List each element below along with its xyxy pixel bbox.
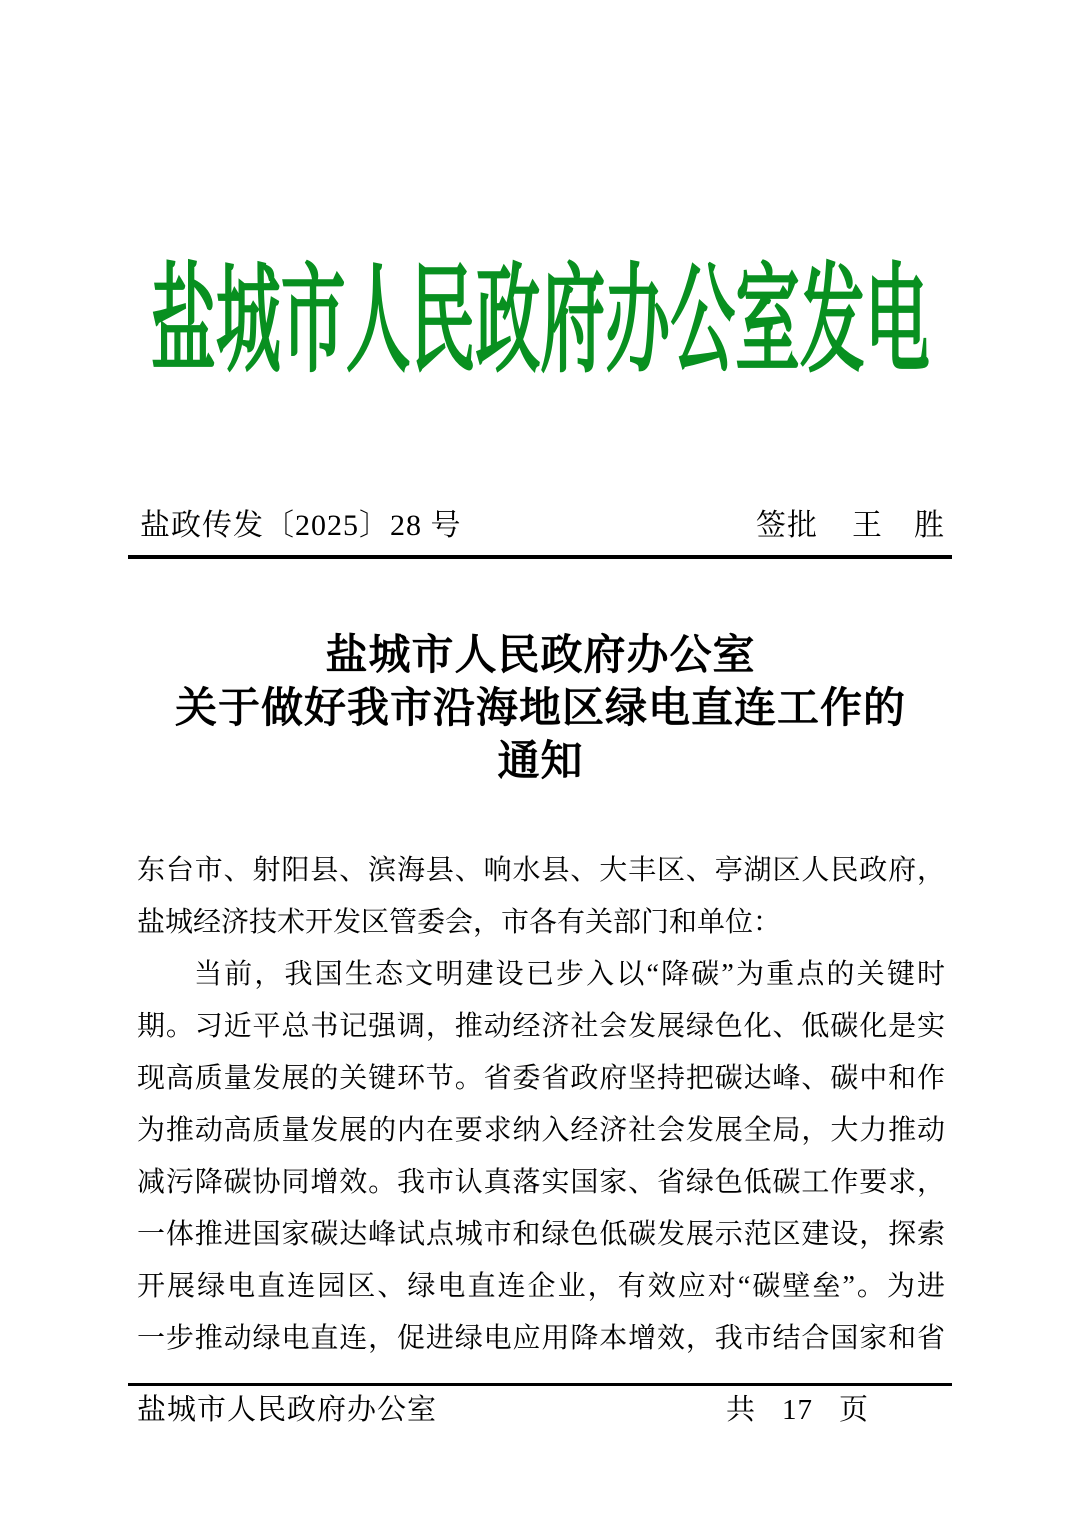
title-line-1: 盐城市人民政府办公室	[325, 633, 756, 679]
page-count-prefix: 共	[725, 1394, 756, 1426]
footer-row	[137, 1390, 945, 1430]
body-line: 为推动高质量发展的内在要求纳入经济社会发展全局，大力推动	[137, 1115, 945, 1146]
page-count-suffix: 页	[838, 1394, 869, 1426]
body-line: 一体推进国家碳达峰试点城市和绿色低碳发展示范区建设，探索	[137, 1219, 945, 1250]
title-line-3: 通知	[497, 739, 584, 785]
telegram-masthead	[151, 250, 931, 390]
body-line: 期。习近平总书记强调，推动经济社会发展绿色化、低碳化是实	[137, 1011, 945, 1042]
body-line: 盐城经济技术开发区管委会，市各有关部门和单位：	[137, 907, 782, 938]
body-line: 现高质量发展的关键环节。省委省政府坚持把碳达峰、碳中和作	[137, 1063, 945, 1094]
doc-meta-row	[140, 506, 945, 546]
footer-separator-rule	[128, 1383, 952, 1386]
body-line: 东台市、射阳县、滨海县、响水县、大丰区、亭湖区人民政府，	[137, 855, 945, 886]
document-title	[90, 630, 991, 789]
approval-label: 签批	[756, 509, 818, 542]
body-line: 一步推动绿电直连，促进绿电应用降本增效，我市结合国家和省	[137, 1323, 945, 1354]
body-line: 当前，我国生态文明建设已步入以“降碳”为重点的关键时	[194, 959, 945, 990]
body-line: 减污降碳协同增效。我市认真落实国家、省绿色低碳工作要求，	[137, 1167, 945, 1198]
title-line-2: 关于做好我市沿海地区绿电直连工作的	[174, 686, 906, 732]
footer-organization: 盐城市人民政府办公室	[137, 1394, 438, 1426]
page-count	[726, 1390, 869, 1430]
approval-group	[756, 506, 945, 546]
header-separator-rule	[128, 555, 952, 559]
approver-name: 王 胜	[852, 509, 945, 542]
document-body	[137, 845, 945, 1365]
body-line: 开展绿电直连园区、绿电直连企业，有效应对“碳壁垒”。为进	[137, 1271, 945, 1302]
telegram-masthead-text: 盐城市人民政府办公室发电	[151, 250, 930, 389]
doc-number: 盐政传发〔2025〕28 号	[140, 509, 462, 542]
page-count-number: 17	[781, 1394, 813, 1426]
